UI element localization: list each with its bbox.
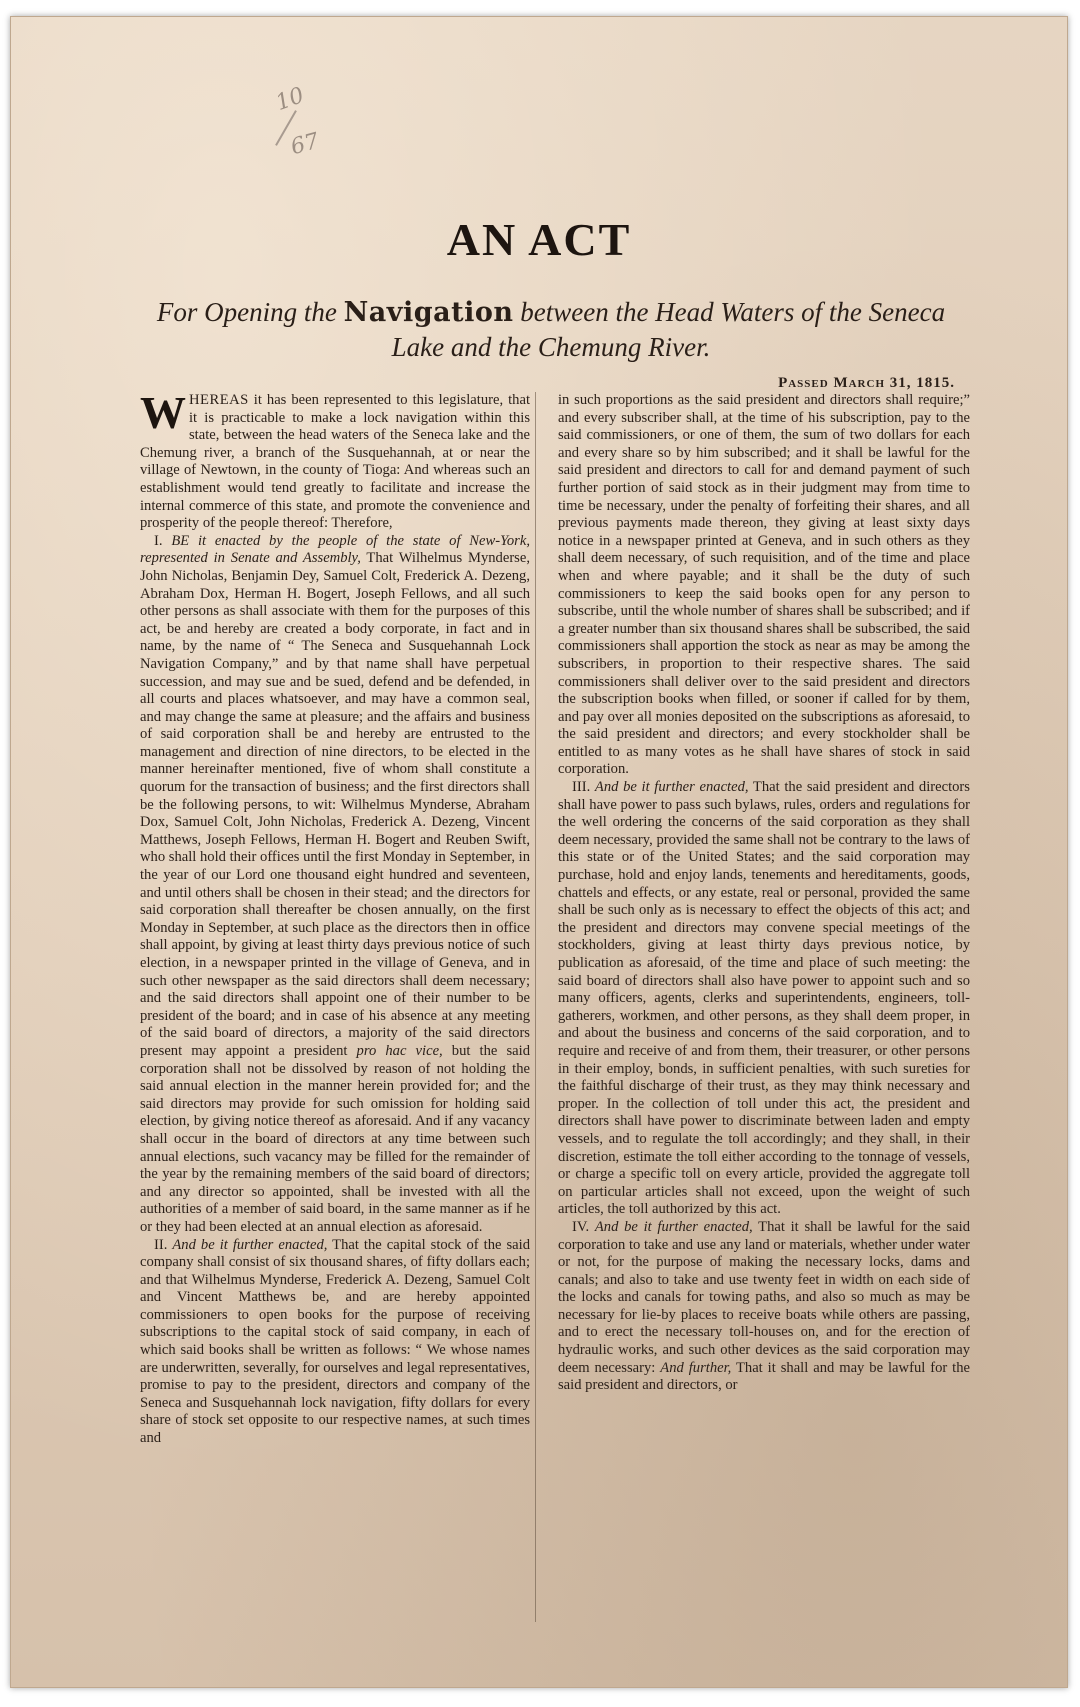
- section-2-number: II.: [154, 1236, 168, 1253]
- handwritten-number-top: 10: [272, 82, 308, 117]
- body-columns: [140, 392, 970, 1632]
- dropcap-letter: W: [140, 392, 186, 438]
- section-3-number: III.: [572, 779, 591, 796]
- section-2-paragraph: [140, 1237, 530, 1448]
- section-1-pro-hac-vice: pro hac vice,: [356, 1042, 443, 1059]
- section-1-text: That Wilhelmus Mynderse, John Nicholas, Benjamin Dey, Samuel Colt, Frederick A. Dezeng, Abraham Dox, Herman H. Bogert, Joseph Fellows, and all such other persons as shall associate with them for the purposes of this act, be and hereby are created a body corporate, in fact and in name, by the name of “ The Seneca and Susquehannah Lock Navigation Company,” and by that name shall have perpetual succession, and may sue and be sued, defend and be defended, in all courts and places whatsoever, and may have a common seal, and may change the same at pleasure; and the affairs and business of said corporation shall be and hereby are entrusted to the management and direction of nine directors, to be elected in the manner hereinafter mentioned, five of whom shall constitute a quorum for the transaction of business; and the first directors shall be the following persons, to wit: Wilhelmus Mynderse, Abraham Dox, Samuel Colt, John Nicholas, Frederick A. Dezeng, Vincent Matthews, Joseph Fellows, Herman H. Bogert and Reuben Swift, who shall hold their offices until the first Monday in September, in the year of our Lord one thousand eight hundred and seventeen, and until others shall be chosen in their stead; and the directors for said corporation shall thereafter be chosen annually, on the first Monday in September, at such place as the directors then in office shall appoint, by giving at least thirty days previous notice of such election, in a newspaper printed in the village of Geneva, and in such other newspaper as the said directors shall deem necessary; and the said directors shall appoint one of their number to be president of the board; and in case of his absence at any meeting of the said board of directors, a majority of the said directors present may appoint a president: [140, 550, 530, 1059]
- section-2-enacting-clause: And be it further enacted,: [172, 1236, 328, 1253]
- section-2-continued-paragraph: in such proportions as the said president and directors shall require;” and every subscriber shall, at the time of his subscription, pay to the said commissioners, or one of them, the sum of two dollars for each and every share so by him subscribed; and it shall be lawful for the said president and directors to call for and demand payment of such further portion of said stock as in their judgment may from time to time be necessary, under the penalty of forfeiting their shares, and all previous payments made thereon, they giving at least sixty days notice in a newspaper printed at Geneva, and in such others as they shall deem necessary, of such requisition, and of the time and place when and where payable; and it shall be the duty of such commissioners to keep the said books open for any person to subscribe, until the whole number of shares shall be subscribed; and if a greater number than six thousand shares shall be subscribed, the said commissioners shall apportion the stock as near as may be among the subscribers, in proportion to their respective shares. The said commissioners shall deliver over to the said president and directors the subscription books when filled, or sooner if called for by them, and pay over all monies deposited on the subscriptions as aforesaid, to the said president and directors; and every stockholder shall be entitled to as many votes as he shall have shares of stock in said corporation.: [558, 392, 970, 778]
- section-4-and-further: And further,: [660, 1359, 732, 1376]
- document-subtitle: [131, 295, 971, 365]
- subtitle-before: For Opening the: [156, 297, 337, 327]
- section-1-paragraph: [140, 533, 530, 1237]
- section-4-text-continued: That it shall and may be lawful for the said president and directors, or: [558, 1359, 970, 1394]
- section-4-number: IV.: [572, 1218, 590, 1235]
- section-1-text-continued: but the said corporation shall not be dissolved by reason of not holding the said annual election in the manner herein provided for; and the said directors may provide for such omission for holding said election, by giving notice thereof as aforesaid. And if any vacancy shall occur in the board of directors at any time between such annual elections, such vacancy may be filled for the remainder of the year by the remaining members of the said board of directors; and any director so appointed, shall be invested with all the authorities of a member of said board, in the same manner as if he or they had been elected at an annual election as aforesaid.: [140, 1042, 530, 1235]
- section-3-enacting-clause: And be it further enacted,: [594, 779, 749, 796]
- preamble-text: it has been represented to this legislature, that it is practicable to make a lock navigation within this state, between the head waters of the Seneca lake and the Chemung river, a branch of the Susquehannah, at or near the village of Newtown, in the county of Tioga: And whereas such an establishment would tend greatly to facilitate and increase the internal commerce of this state, and promote the convenience and prosperity of the people thereof: Therefore,: [140, 392, 530, 532]
- section-1-enacting-clause: BE it enacted by the people of the state of New-York, represented in Senate and Assembly,: [140, 532, 530, 567]
- preamble-lead-caps: HEREAS: [189, 392, 249, 408]
- section-3-paragraph: [558, 779, 970, 1219]
- handwritten-number-bottom: 67: [288, 128, 322, 161]
- document-title: AN ACT: [446, 214, 632, 265]
- left-column: [140, 392, 530, 1632]
- section-4-text: That it shall be lawful for the said corporation to take and use any land or materials, whether under water or not, for the purpose of making the necessary locks, dams and canals; and also to take and use twenty feet in width on each side of the locks and canals for towing paths, and also so much as may be necessary for lie-by places to receive boats while others are passing, and to erect the necessary toll-houses on, and for the erection of hydraulic works, and such other devices as the said corporation may deem necessary:: [558, 1218, 970, 1376]
- column-divider: [535, 392, 536, 1622]
- section-4-enacting-clause: And be it further enacted,: [594, 1218, 753, 1235]
- section-1-number: I.: [154, 532, 163, 549]
- section-4-paragraph: [558, 1219, 970, 1395]
- section-2-text: That the capital stock of the said company shall consist of six thousand shares, of fifty dollars each; and that Wilhelmus Mynderse, Frederick A. Dezeng, Samuel Colt and Vincent Matthews be, and are hereby appointed commissioners to open books for the purpose of receiving subscriptions to the capital stock of said company, in each of which said books shall be written as follows: “ We whose names are underwritten, severally, for ourselves and legal representatives, promise to pay to the president, directors and company of the Seneca and Susquehannah lock navigation, fifty dollars for every share of stock set opposite to our respective names, at such times and: [140, 1236, 530, 1447]
- passed-date: Passed March 31, 1815.: [778, 375, 955, 391]
- subtitle-navigation: Navigation: [343, 297, 514, 328]
- section-3-text: That the said president and directors shall have power to pass such bylaws, rules, orders and regulations for the well ordering the concerns of the said corporation as they shall deem necessary, provided the same shall not be contrary to the laws of this state or of the United States; and the said corporation may purchase, hold and enjoy lands, tenements and hereditaments, goods, chattels and effects, or any estate, real or personal, provided the same shall be such only as is necessary to effect the objects of this act; and the president and directors may convene special meetings of the stockholders, giving at least thirty days previous notice, by publication as aforesaid, of the time and place of such meeting: the said board of directors shall also have power to appoint such and so many officers, agents, clerks and superintendents, engineers, toll-gatherers, workmen, and other persons, as they shall deem proper, in and about the business and concerns of the said corporation, and to require and receive of and from them, their treasurer, or other persons in their employ, bonds, in sufficient penalties, with such sureties for the faithful discharge of their trust, as they may think necessary and proper. In the collection of toll under this act, the president and directors shall have power to discriminate between laden and empty vessels, and to regulate the toll accordingly; and they shall, in their discretion, estimate the toll either according to the tonnage of vessels, or charge a specific toll on every article, provided the aggregate toll on particular articles shall not exceed, upon the weight of such articles, the toll authorized by this act.: [558, 779, 970, 1218]
- subtitle-after: between the Head Waters of the Seneca Lake and the Chemung River.: [391, 297, 946, 362]
- right-column: [558, 392, 970, 1632]
- handwritten-annotation: [266, 82, 346, 197]
- preamble-paragraph: [140, 392, 530, 533]
